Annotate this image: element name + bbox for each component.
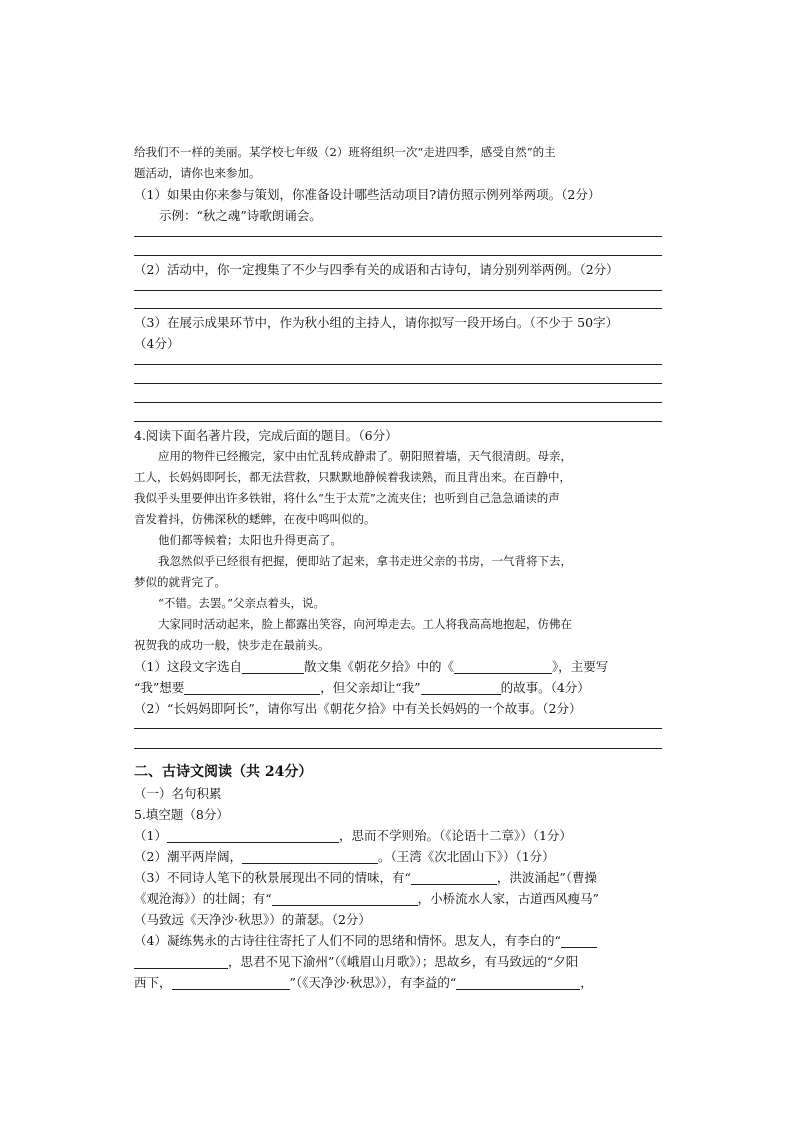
answer-line[interactable] <box>134 308 662 309</box>
answer-line[interactable] <box>134 364 662 365</box>
answer-line[interactable] <box>134 402 662 403</box>
page-content <box>134 142 662 993</box>
answer-line[interactable] <box>134 728 662 729</box>
q5-item-4-end <box>134 972 662 993</box>
blank-line[interactable] <box>272 891 418 906</box>
blank-line[interactable] <box>172 975 290 990</box>
q5-text: ，思君不见下渝州”（《峨眉山月歌》）；思故乡，有马致远的“夕阳 <box>228 954 579 969</box>
q5-text: ”（《天净沙·秋思》），有李益的“ <box>289 975 457 990</box>
q5-text: ， <box>580 975 593 990</box>
q5-text: ，洪波涌起”（曹操 <box>496 870 598 885</box>
q4-title: 4.阅读下面名著片段，完成后面的题目。（6分） <box>134 428 398 443</box>
q4-passage-line: 工人，长妈妈即阿长，都无法营救，只默默地静候着我读熟，而且背出来。在百静中， <box>134 470 571 484</box>
section-title: 二、古诗文阅读（共 24分） <box>134 764 313 780</box>
q4-sub1-text: “我”想要 <box>134 680 185 695</box>
q5-item-2 <box>134 846 662 867</box>
intro-line-2: 题活动，请你也来参加。 <box>134 166 261 180</box>
q5-text: （1） <box>134 828 167 843</box>
q5-text: ，小桥流水人家，古道西风瘦马” <box>417 891 600 906</box>
q4-passage-line: 他们都等候着；太阳也升得更高了。 <box>158 533 342 547</box>
q5-item-1 <box>134 825 662 846</box>
blank-line[interactable] <box>242 849 378 864</box>
q5-item-4 <box>134 930 662 951</box>
q3-sub1: （1）如果由你来参与策划，你准备设计哪些活动项目?请仿照示例列举两项。（2分） <box>134 187 601 202</box>
q5-text: ，思而不学则殆。（《论语十二章》）（1分） <box>338 828 572 843</box>
q3-sub2: （2）活动中，你一定搜集了不少与四季有关的成语和古诗句，请分别列举两例。（2分） <box>134 262 619 277</box>
q5-text: 。（王湾《次北固山下》）（1分） <box>377 849 555 864</box>
q4-sub1-text: （1）这段文字选自 <box>134 659 242 674</box>
part-heading: （一）名句积累 <box>134 786 222 801</box>
blank-author[interactable] <box>242 659 304 674</box>
q5-item-3-cont <box>134 888 662 909</box>
q4-sub1-line1 <box>134 656 662 677</box>
blank-essay-title[interactable] <box>454 659 552 674</box>
q5-text: 《观沧海》）的壮阔；有“ <box>134 891 272 906</box>
q4-passage-line: 梦似的就背完了。 <box>134 575 226 589</box>
blank-line[interactable] <box>411 870 497 885</box>
intro-line-1: 给我们不一样的美丽。某学校七年级（2）班将组织一次“走进四季，感受自然”的主 <box>134 145 556 159</box>
blank-line[interactable] <box>134 954 228 969</box>
q3-sub3: （3）在展示成果环节中，作为秋小组的主持人，请你拟写一段开场白。（不少于 50字） <box>134 315 619 330</box>
q4-sub1-text: 散文集《朝花夕拾》中的《 <box>303 659 454 674</box>
answer-line[interactable] <box>134 236 662 237</box>
q4-passage-line: “不错。去罢。”父亲点着头，说。 <box>158 596 326 610</box>
answer-line[interactable] <box>134 255 662 256</box>
blank-task[interactable] <box>421 680 501 695</box>
blank-line[interactable] <box>456 975 580 990</box>
q4-sub2: （2）“长妈妈即阿长”，请你写出《朝花夕拾》中有关长妈妈的一个故事。（2分） <box>134 701 582 716</box>
answer-line[interactable] <box>134 290 662 291</box>
q4-passage-line: 应用的物件已经搬完，家中由忙乱转成静肃了。朝阳照着墙，天气很清朗。母亲， <box>158 449 572 463</box>
q4-sub1-line2 <box>134 677 662 698</box>
answer-line[interactable] <box>134 421 662 422</box>
q5-text: （2）潮平两岸阔， <box>134 849 242 864</box>
answer-line[interactable] <box>134 748 662 749</box>
answer-line[interactable] <box>134 383 662 384</box>
q3-example: 示例：“秋之魂”诗歌朗诵会。 <box>159 208 322 223</box>
q4-passage-line: 我忽然似乎已经很有把握，便即站了起来，拿书走进父亲的书房，一气背将下去， <box>158 554 572 568</box>
q5-title: 5.填空题（8分） <box>134 807 229 822</box>
blank-line[interactable] <box>167 828 339 843</box>
q5-text: （4）凝练隽永的古诗往往寄托了人们不同的思绪和情怀。思友人，有李白的“ <box>134 933 561 948</box>
q3-sub3-points: （4分） <box>134 336 180 351</box>
q4-passage-line: 音发着抖，仿佛深秋的蟋蟀，在夜中鸣叫似的。 <box>134 512 376 526</box>
q4-sub1-text: ，但父亲却让“我” <box>320 680 421 695</box>
q4-passage-line: 祝贺我的成功一般，快步走在最前头。 <box>134 638 330 652</box>
q4-passage-line: 大家同时活动起来，脸上都露出笑容，向河埠走去。工人将我高高地抱起，仿佛在 <box>158 617 572 631</box>
blank-line[interactable] <box>561 933 597 948</box>
q4-sub1-text: 的故事。（4分） <box>500 680 590 695</box>
q5-item-3 <box>134 867 662 888</box>
q5-text: （3）不同诗人笔下的秋景展现出不同的情味，有“ <box>134 870 411 885</box>
q5-text: 西下， <box>134 975 172 990</box>
q4-sub1-text: 》，主要写 <box>551 659 609 674</box>
q5-item-4-cont <box>134 951 662 972</box>
q5-item-3-end: （马致远《天净沙·秋思》）的萧瑟。（2分） <box>134 912 371 927</box>
blank-wish[interactable] <box>184 680 320 695</box>
q4-passage-line: 我似乎头里要伸出许多铁钳，将什么“生于太荒”之流夹住；也听到自己急急诵读的声 <box>134 491 560 505</box>
